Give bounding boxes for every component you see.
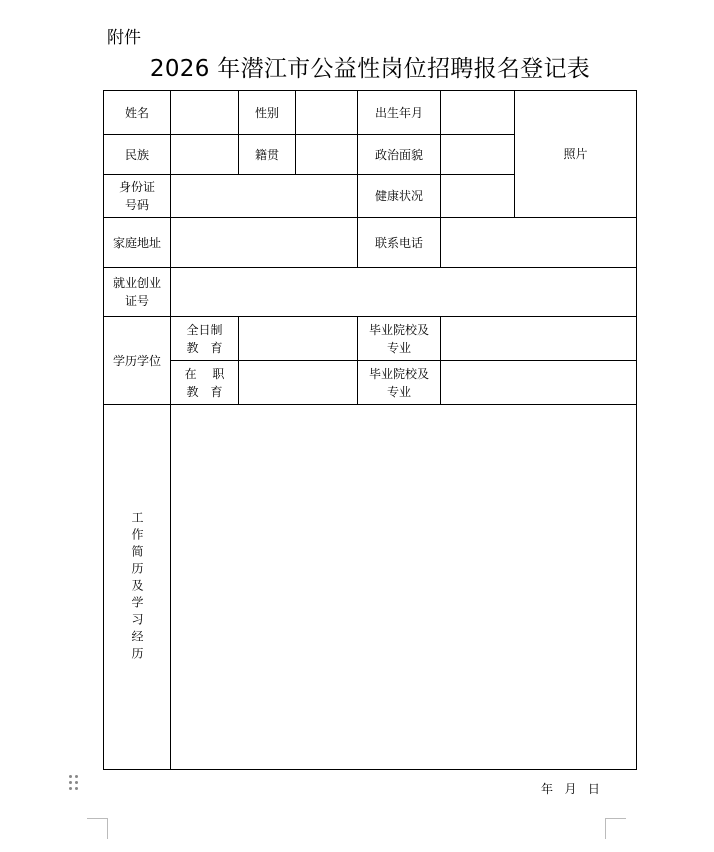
form-title: 2026 年潜江市公益性岗位招聘报名登记表	[149, 56, 591, 82]
political-label-cell: 政治面貌	[357, 134, 441, 175]
fulltime-label-cell: 全日制 教 育	[170, 316, 239, 361]
address-label-cell: 家庭地址	[103, 217, 171, 268]
ethnicity-label-cell: 民族	[103, 134, 171, 175]
id-label-cell: 身份证 号码	[103, 174, 171, 218]
date-line: 年 月 日	[541, 782, 600, 796]
phone-label-cell: 联系电话	[357, 217, 441, 268]
id-value-cell[interactable]	[170, 174, 358, 218]
fulltime-school-label-cell: 毕业院校及 专业	[357, 316, 441, 361]
employment-value-cell[interactable]	[170, 267, 637, 317]
page-corner-mark-right	[605, 818, 626, 839]
political-value-cell[interactable]	[440, 134, 515, 175]
annex-label: 附件	[107, 28, 141, 48]
fulltime-school-value-cell[interactable]	[440, 316, 637, 361]
inservice-label-cell: 在 职 教 育	[170, 360, 239, 405]
native-value-cell[interactable]	[295, 134, 358, 175]
resume-label-cell: 工作简历及学习经历	[103, 404, 171, 770]
phone-value-cell[interactable]	[440, 217, 637, 268]
health-label-cell: 健康状况	[357, 174, 441, 218]
name-value-cell[interactable]	[170, 90, 239, 135]
inservice-school-label-cell: 毕业院校及 专业	[357, 360, 441, 405]
resume-value-cell[interactable]	[170, 404, 637, 770]
drag-handle-icon[interactable]	[69, 775, 79, 791]
birth-value-cell[interactable]	[440, 90, 515, 135]
employment-label-cell: 就业创业 证号	[103, 267, 171, 317]
inservice-school-value-cell[interactable]	[440, 360, 637, 405]
health-value-cell[interactable]	[440, 174, 515, 218]
gender-value-cell[interactable]	[295, 90, 358, 135]
native-label-cell: 籍贯	[238, 134, 296, 175]
inservice-value-cell[interactable]	[238, 360, 358, 405]
education-label-cell: 学历学位	[103, 316, 171, 405]
address-value-cell[interactable]	[170, 217, 358, 268]
photo-cell[interactable]: 照片	[514, 90, 637, 218]
ethnicity-value-cell[interactable]	[170, 134, 239, 175]
name-label-cell: 姓名	[103, 90, 171, 135]
fulltime-value-cell[interactable]	[238, 316, 358, 361]
birth-label-cell: 出生年月	[357, 90, 441, 135]
gender-label-cell: 性别	[238, 90, 296, 135]
page-corner-mark-left	[87, 818, 108, 839]
